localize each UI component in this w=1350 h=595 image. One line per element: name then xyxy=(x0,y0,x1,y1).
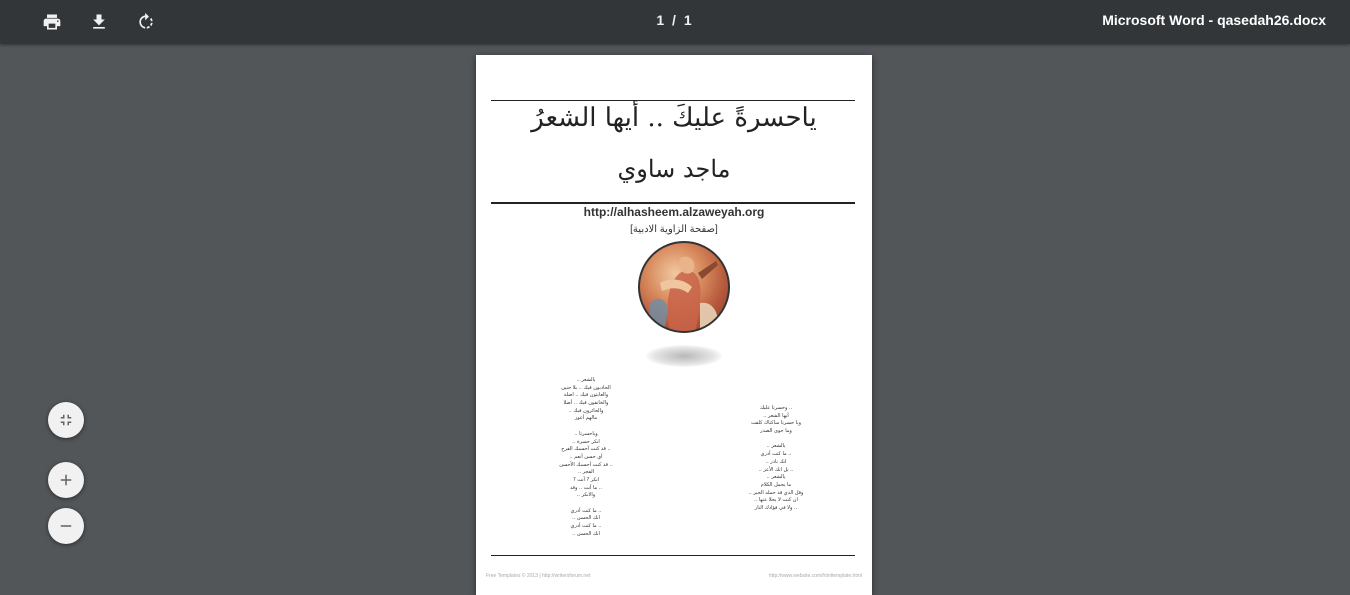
print-icon xyxy=(42,12,62,32)
poem-title: ياحسرةً عليكَ .. أيها الشعرُ xyxy=(531,103,817,133)
verse-line: انك نادر .. xyxy=(765,458,787,465)
verse-line: يالشعر .. xyxy=(576,377,596,383)
zoom-out-button[interactable] xyxy=(48,508,84,544)
verse-line: .. ما كنت أدري xyxy=(760,451,792,458)
pdf-toolbar xyxy=(0,0,1350,44)
verse-line xyxy=(726,436,826,444)
print-button[interactable] xyxy=(36,6,68,38)
verse-line: والعابثون فيك .. اضلة xyxy=(563,392,609,399)
verse-line: .. ما أنت .. وقد xyxy=(569,484,603,491)
verse-line: ما يحمل الكلام xyxy=(760,481,792,488)
verse-line: .. ما كنت أدري xyxy=(570,523,602,530)
page-separator: / xyxy=(672,12,678,28)
verse-line: والحائرون فيك .. xyxy=(568,407,604,414)
footer-right-text: http://www.website.com/htmltemplate.html xyxy=(768,573,862,579)
verse-line: والخانفون فيك .. أضلا xyxy=(563,400,609,407)
verse-line: ويا حسرتا ساكناك كلفت xyxy=(750,420,802,427)
verse-line: انكر ? أنت ? xyxy=(572,476,600,483)
verse-line: .. قد كنت أحسبك الأحسن xyxy=(559,461,613,468)
page-indicator xyxy=(640,12,710,28)
verse-line: يالشعر .. xyxy=(766,474,786,481)
zoom-in-button[interactable] xyxy=(48,462,84,498)
rotate-icon xyxy=(136,12,156,32)
download-icon xyxy=(89,12,109,32)
portrait-painting xyxy=(640,243,728,331)
verse-line: .. ما كنت أدري xyxy=(570,507,602,514)
verse-line: انكر حسرة .. xyxy=(572,438,600,445)
verse-line: مالهم أعوز xyxy=(574,415,598,422)
verse-line: .. ولا في فؤادك النار xyxy=(754,504,798,511)
fit-to-page-icon xyxy=(57,411,75,429)
zoom-in-icon xyxy=(57,471,75,489)
verse-line: الحادبون فيك .. بلا حنين xyxy=(561,384,611,391)
verse-line: انك الحسن .. xyxy=(572,530,600,537)
total-pages: 1 xyxy=(683,12,694,28)
portrait-image xyxy=(638,241,730,333)
bottom-rule xyxy=(491,555,855,556)
document-title: Microsoft Word - qasedah26.docx xyxy=(1102,12,1326,28)
verse-line: .. قد كنت أحسبك الفرح xyxy=(561,446,611,453)
portrait-shadow xyxy=(646,345,722,367)
verse-line: .. بل انك الأعز .. xyxy=(758,466,794,473)
verse-line: أي حسن أنعم .. xyxy=(569,453,603,460)
verse-line: أيها الشعر .. xyxy=(763,412,789,419)
verse-line: وما حوى الصدر xyxy=(760,428,792,435)
top-rule xyxy=(491,100,855,101)
fit-to-page-button[interactable] xyxy=(48,402,84,438)
verse-line: انك الحسن .. xyxy=(572,515,600,522)
verse-line: وياحسرتا .. xyxy=(574,430,598,437)
footer-left-text: Free Templates © 2013 | http://writersforum.net xyxy=(486,573,591,579)
zoom-out-icon xyxy=(57,517,75,535)
poem-right-column xyxy=(726,405,826,513)
header-rule xyxy=(491,202,855,204)
current-page: 1 xyxy=(656,12,667,28)
poem-author: ماجد ساوي xyxy=(617,155,731,183)
verse-line xyxy=(536,423,636,431)
verse-line: يالشعر .. xyxy=(766,443,786,450)
site-label: [صفحة الزاوية الادبية] xyxy=(630,224,718,235)
verse-line: الفجر .. xyxy=(577,469,595,476)
rotate-button[interactable] xyxy=(130,6,162,38)
pdf-page xyxy=(476,55,872,595)
site-url: http://alhasheem.alzaweyah.org xyxy=(583,205,765,219)
poem-left-column xyxy=(536,377,636,538)
verse-line: وقل الذي قد حمله الحبر .. xyxy=(748,489,804,496)
verse-line: .. وحسرتا عليك xyxy=(759,405,793,411)
download-button[interactable] xyxy=(83,6,115,38)
verse-line: والانكر .. xyxy=(576,492,596,499)
verse-line: ان كنت لا يحلا عنها .. xyxy=(754,497,798,504)
verse-line xyxy=(536,500,636,508)
